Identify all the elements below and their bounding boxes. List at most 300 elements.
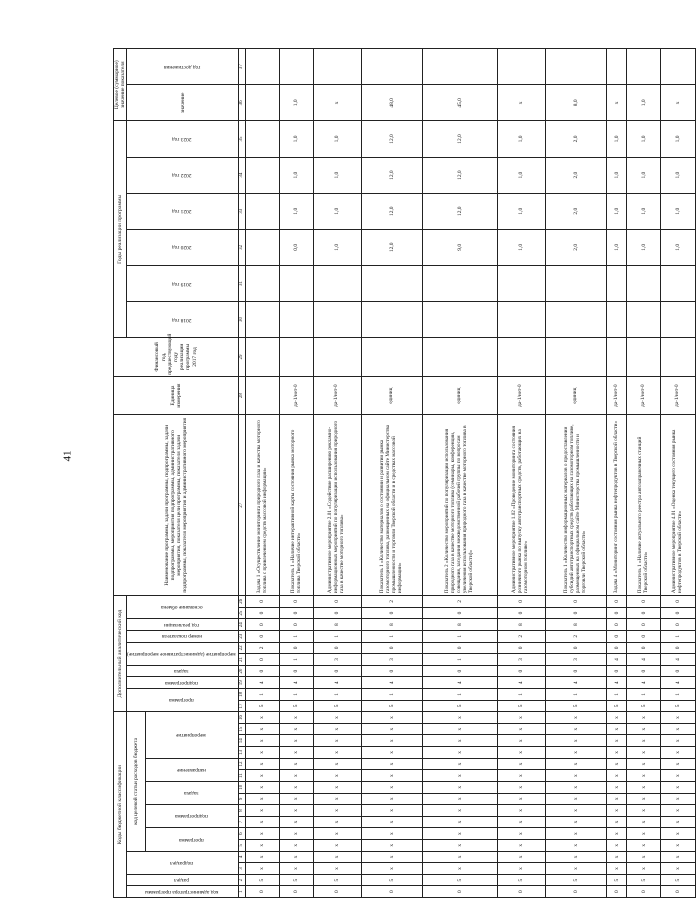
code-cell: 1 <box>314 689 362 701</box>
year-value-cell: 0,0 <box>280 229 314 265</box>
code-cell: x <box>497 770 545 782</box>
target-value-header: Целевое (суммарное) значение показателя <box>114 49 127 121</box>
code-cell: x <box>545 816 606 828</box>
aa-subprogram-header: подпрограмма <box>127 677 239 689</box>
year-2019-header: 2019 год <box>127 265 239 301</box>
aa-activity-header: мероприятие (административное мероприятие) <box>127 642 239 665</box>
year-value-cell: 12,0 <box>361 121 422 157</box>
year-value-cell: 12,0 <box>423 121 498 157</box>
indicator-name: Задача 4 «Мониторинг состояния рынка нефтепродуктов в Тверской области» <box>606 415 626 596</box>
code-cell: x <box>423 712 498 724</box>
target-value-cell: 1,0 <box>280 85 314 121</box>
code-cell: x <box>627 863 661 875</box>
code-cell: 0 <box>361 886 422 898</box>
code-cell: x <box>627 805 661 817</box>
code-cell: 5 <box>245 874 279 886</box>
code-cell: 5 <box>314 874 362 886</box>
year-value-cell <box>545 265 606 301</box>
aa-exchange-basis-header: основание обмена <box>127 596 239 619</box>
code-cell: x <box>314 805 362 817</box>
code-cell: 4 <box>627 654 661 666</box>
code-cell: 0 <box>245 619 279 631</box>
code-cell: x <box>280 747 314 759</box>
code-cell: 0 <box>545 886 606 898</box>
code-cell: x <box>661 828 695 840</box>
code-cell: x <box>423 723 498 735</box>
code-cell: 0 <box>627 630 661 642</box>
code-cell: x <box>280 793 314 805</box>
code-cell: 0 <box>545 596 606 608</box>
tg-activity-header: мероприятие <box>145 712 238 758</box>
tg-task-header: задача <box>145 781 238 804</box>
code-cell: 3 <box>497 654 545 666</box>
code-cell: x <box>280 828 314 840</box>
target-value-cell: 8,0 <box>545 85 606 121</box>
code-cell: 8 <box>361 619 422 631</box>
code-cell: 1 <box>661 630 695 642</box>
code-cell: x <box>361 723 422 735</box>
indicator-name: Показатель 1 «Наличие актуального реестра автозаправочных станций Тверской области» <box>627 415 661 596</box>
code-cell: x <box>545 723 606 735</box>
code-cell: 1 <box>627 689 661 701</box>
code-cell: x <box>545 863 606 875</box>
code-cell: x <box>423 863 498 875</box>
code-cell: 0 <box>545 607 606 619</box>
target-value-cell: x <box>661 85 695 121</box>
code-cell: 0 <box>661 642 695 654</box>
code-cell: x <box>314 851 362 863</box>
code-cell: 4 <box>545 677 606 689</box>
table-row <box>497 49 545 898</box>
code-cell: 8 <box>314 619 362 631</box>
column-number: 14 <box>239 735 246 747</box>
year-value-cell: 12,0 <box>423 193 498 229</box>
code-cell: 1 <box>423 654 498 666</box>
code-cell: x <box>314 747 362 759</box>
code-cell: x <box>606 816 626 828</box>
year-value-cell <box>245 121 279 157</box>
code-cell: 0 <box>423 665 498 677</box>
code-cell: 5 <box>361 700 422 712</box>
base-year-cell <box>661 338 695 377</box>
code-cell: x <box>361 747 422 759</box>
code-cell: 1 <box>606 689 626 701</box>
code-cell: 2 <box>545 630 606 642</box>
year-value-cell <box>423 265 498 301</box>
code-cell: x <box>361 758 422 770</box>
code-cell: x <box>423 839 498 851</box>
code-cell: x <box>627 793 661 805</box>
column-number: 30 <box>239 301 246 337</box>
unit-cell: да-1/нет-0 <box>627 376 661 415</box>
code-cell: 1 <box>280 689 314 701</box>
column-number: 34 <box>239 157 246 193</box>
column-number: 31 <box>239 265 246 301</box>
column-number: 5 <box>239 839 246 851</box>
code-cell: x <box>661 747 695 759</box>
code-cell: 5 <box>423 874 498 886</box>
code-cell: 0 <box>497 642 545 654</box>
year-value-cell <box>497 301 545 337</box>
unit-cell: да-1/нет-0 <box>606 376 626 415</box>
year-value-cell: 2,0 <box>545 121 606 157</box>
code-cell: x <box>361 839 422 851</box>
code-cell: 0 <box>661 596 695 608</box>
year-value-cell: 1,0 <box>606 121 626 157</box>
code-cell: x <box>423 805 498 817</box>
year-value-cell <box>497 265 545 301</box>
column-number: 11 <box>239 770 246 782</box>
code-cell: 0 <box>314 596 362 608</box>
code-cell: x <box>280 770 314 782</box>
base-year-cell <box>606 338 626 377</box>
code-cell: 0 <box>423 642 498 654</box>
year-value-cell <box>245 157 279 193</box>
unit-column-header: Единица измерения <box>114 376 239 415</box>
year-value-cell <box>280 301 314 337</box>
code-cell: 5 <box>245 700 279 712</box>
admin-code-header: код администратора программы <box>127 886 239 898</box>
code-cell: 2 <box>423 596 498 608</box>
code-cell: x <box>361 851 422 863</box>
code-cell: 4 <box>627 677 661 689</box>
code-cell: 0 <box>280 665 314 677</box>
code-cell: x <box>280 712 314 724</box>
code-cell: 1 <box>423 689 498 701</box>
indicator-name: Показатель 1 «Количество материалов о состоянии и развитии рынка газомоторного топлива, размещенных на официальном сайте Министерства промышленности и торговли Тверской области и в средствах массовой информации» <box>361 415 422 596</box>
code-cell: 0 <box>661 607 695 619</box>
code-cell: 2 <box>497 630 545 642</box>
code-cell: x <box>661 851 695 863</box>
code-cell: 0 <box>280 619 314 631</box>
year-value-cell <box>661 265 695 301</box>
year-value-cell <box>245 193 279 229</box>
code-cell: 0 <box>361 607 422 619</box>
indicator-name: Показатель 2 «Количество мероприятий по популяризации использования природного газа в качестве моторного топлива (семинары, конференции, совещания, заседания межведомственной рабочей группы по вопросам увеличения использования природного газа в качестве моторного топлива в Тверской области)» <box>423 415 498 596</box>
code-cell: x <box>423 781 498 793</box>
year-value-cell: 1,0 <box>627 121 661 157</box>
code-cell: x <box>245 758 279 770</box>
year-value-cell <box>245 265 279 301</box>
target-value-cell: x <box>606 85 626 121</box>
target-year-subheader: год достижения <box>127 49 239 85</box>
code-cell: x <box>280 735 314 747</box>
year-value-cell: 1,0 <box>280 157 314 193</box>
rotated-table-area <box>113 48 683 898</box>
code-cell: x <box>314 863 362 875</box>
additional-analytic-header: Дополнительный аналитический код <box>114 596 127 712</box>
code-cell: x <box>627 735 661 747</box>
code-cell: x <box>545 839 606 851</box>
code-cell: 4 <box>606 677 626 689</box>
code-cell: x <box>361 781 422 793</box>
code-cell: 0 <box>627 619 661 631</box>
column-number: 28 <box>239 376 246 415</box>
code-cell: 0 <box>280 642 314 654</box>
tg-subprogram-header: подпрограмма <box>145 805 238 828</box>
year-2018-header: 2018 год <box>127 301 239 337</box>
code-cell: x <box>627 723 661 735</box>
code-cell: 4 <box>280 677 314 689</box>
section-header: раздел <box>127 874 239 886</box>
code-cell: 0 <box>314 607 362 619</box>
year-value-cell: 2,0 <box>545 193 606 229</box>
code-cell: 0 <box>661 619 695 631</box>
target-year-cell <box>497 49 545 85</box>
code-cell: 5 <box>314 700 362 712</box>
column-number: 8 <box>239 805 246 817</box>
code-cell: x <box>361 735 422 747</box>
code-cell: x <box>497 828 545 840</box>
year-value-cell: 1,0 <box>280 121 314 157</box>
code-cell: x <box>314 758 362 770</box>
code-cell: x <box>606 770 626 782</box>
code-cell: 1 <box>245 689 279 701</box>
year-value-cell <box>606 265 626 301</box>
base-year-cell <box>497 338 545 377</box>
aa-indicator-number-header: номер показателя <box>127 630 239 642</box>
code-cell: 0 <box>497 886 545 898</box>
code-cell: x <box>245 723 279 735</box>
code-cell: 0 <box>606 607 626 619</box>
year-value-cell <box>314 301 362 337</box>
code-cell: x <box>280 781 314 793</box>
code-cell: x <box>661 839 695 851</box>
code-cell: x <box>280 816 314 828</box>
year-value-cell: 1,0 <box>627 157 661 193</box>
column-number-row <box>239 49 246 898</box>
code-cell: x <box>627 828 661 840</box>
code-cell: 0 <box>280 607 314 619</box>
base-year-cell <box>627 338 661 377</box>
target-year-cell <box>627 49 661 85</box>
code-cell: 3 <box>361 654 422 666</box>
code-cell: 5 <box>545 874 606 886</box>
code-cell: x <box>545 781 606 793</box>
table-row <box>606 49 626 898</box>
code-cell: x <box>627 851 661 863</box>
year-value-cell: 12,0 <box>361 193 422 229</box>
base-year-cell <box>280 338 314 377</box>
tg-program-header: программа <box>145 828 238 851</box>
code-cell: x <box>627 816 661 828</box>
target-year-cell <box>314 49 362 85</box>
column-number: 20 <box>239 665 246 677</box>
code-cell: x <box>280 839 314 851</box>
code-cell: x <box>627 770 661 782</box>
code-cell: x <box>606 863 626 875</box>
code-cell: x <box>423 758 498 770</box>
code-cell: x <box>314 828 362 840</box>
code-cell: x <box>245 712 279 724</box>
code-cell: 0 <box>245 607 279 619</box>
column-number: 35 <box>239 121 246 157</box>
column-number: 18 <box>239 689 246 701</box>
year-value-cell: 12,0 <box>361 229 422 265</box>
code-cell: x <box>280 851 314 863</box>
code-cell: x <box>280 863 314 875</box>
code-cell: 1 <box>423 630 498 642</box>
year-2020-header: 2020 год <box>127 229 239 265</box>
column-number: 21 <box>239 654 246 666</box>
code-cell: 0 <box>497 596 545 608</box>
code-cell: x <box>497 863 545 875</box>
code-cell: x <box>361 828 422 840</box>
column-number: 10 <box>239 781 246 793</box>
code-cell: 4 <box>606 654 626 666</box>
year-value-cell: 1,0 <box>497 157 545 193</box>
base-year-cell <box>361 338 422 377</box>
code-cell: 0 <box>606 665 626 677</box>
column-number: 9 <box>239 793 246 805</box>
code-cell: 5 <box>606 700 626 712</box>
base-year-cell <box>314 338 362 377</box>
column-number: 6 <box>239 828 246 840</box>
code-cell: 5 <box>545 700 606 712</box>
year-value-cell: 1,0 <box>627 193 661 229</box>
unit-cell: да-1/нет-0 <box>661 376 695 415</box>
code-cell: 0 <box>627 642 661 654</box>
code-cell: x <box>423 770 498 782</box>
code-cell: 0 <box>627 607 661 619</box>
year-value-cell: 1,0 <box>661 121 695 157</box>
code-cell: x <box>361 805 422 817</box>
year-value-cell: 1,0 <box>606 229 626 265</box>
code-cell: x <box>606 781 626 793</box>
year-value-cell: 1,0 <box>497 229 545 265</box>
code-cell: 0 <box>497 607 545 619</box>
year-value-cell <box>361 301 422 337</box>
code-cell: x <box>280 758 314 770</box>
tg-direction-header: направление <box>145 758 238 781</box>
code-cell: 5 <box>361 874 422 886</box>
year-value-cell: 1,0 <box>314 157 362 193</box>
table-row <box>423 49 498 898</box>
year-value-cell <box>627 301 661 337</box>
code-cell: x <box>497 805 545 817</box>
subsection-header: подраздел <box>127 851 239 874</box>
code-cell: x <box>280 805 314 817</box>
year-value-cell <box>545 301 606 337</box>
code-cell: x <box>497 839 545 851</box>
year-value-cell: 12,0 <box>423 157 498 193</box>
code-cell: x <box>423 793 498 805</box>
code-cell: 0 <box>423 886 498 898</box>
code-cell: x <box>497 747 545 759</box>
table-row <box>545 49 606 898</box>
indicator-name: Показатель 1 «Количество информационных материалов о предоставлении субсидий автотранспортных средств работающих на газомоторном топливе, размещенных на официальном сайте Министерства промышленности и торговли Тверской области» <box>545 415 606 596</box>
table-row <box>280 49 314 898</box>
aa-year-header: год реализации <box>127 619 239 631</box>
code-cell: 8 <box>423 619 498 631</box>
code-cell: x <box>606 723 626 735</box>
code-cell: x <box>245 805 279 817</box>
year-value-cell: 1,0 <box>606 157 626 193</box>
target-group-header: код целевой статьи расходов бюджета <box>127 712 146 851</box>
year-value-cell: 1,0 <box>661 229 695 265</box>
code-cell: x <box>361 863 422 875</box>
code-cell: x <box>606 851 626 863</box>
target-value-cell: 45,0 <box>423 85 498 121</box>
code-cell: 8 <box>497 619 545 631</box>
code-cell: 5 <box>497 700 545 712</box>
target-year-cell <box>661 49 695 85</box>
code-cell: x <box>606 828 626 840</box>
years-group-header: Годы реализации программы <box>114 121 127 338</box>
target-year-cell <box>361 49 422 85</box>
code-cell: 0 <box>314 665 362 677</box>
code-cell: 5 <box>606 874 626 886</box>
unit-cell: единиц <box>423 376 498 415</box>
column-number: 12 <box>239 758 246 770</box>
column-number: 24 <box>239 619 246 631</box>
code-cell: 0 <box>627 886 661 898</box>
code-cell: 4 <box>497 677 545 689</box>
base-year-cell <box>423 338 498 377</box>
year-value-cell <box>314 265 362 301</box>
code-cell: x <box>314 770 362 782</box>
code-cell: 2 <box>245 642 279 654</box>
code-cell: 4 <box>361 677 422 689</box>
year-value-cell: 1,0 <box>314 229 362 265</box>
year-value-cell <box>661 301 695 337</box>
code-cell: 3 <box>314 654 362 666</box>
column-number: 7 <box>239 816 246 828</box>
code-cell: 4 <box>245 677 279 689</box>
base-year-cell <box>245 338 279 377</box>
column-number: 27 <box>239 415 246 596</box>
code-cell: x <box>545 828 606 840</box>
code-cell: 0 <box>245 630 279 642</box>
target-value-cell: 48,0 <box>361 85 422 121</box>
column-number: 32 <box>239 229 246 265</box>
year-value-cell <box>280 265 314 301</box>
code-cell: 3 <box>545 654 606 666</box>
code-cell: 1 <box>361 689 422 701</box>
code-cell: x <box>661 816 695 828</box>
code-cell: 0 <box>314 642 362 654</box>
code-cell: 0 <box>497 665 545 677</box>
code-cell: 0 <box>661 886 695 898</box>
year-value-cell <box>423 301 498 337</box>
year-value-cell: 1,0 <box>661 193 695 229</box>
unit-cell: единиц <box>545 376 606 415</box>
code-cell: 5 <box>497 874 545 886</box>
code-cell: x <box>314 816 362 828</box>
code-cell: 0 <box>606 596 626 608</box>
code-cell: x <box>497 816 545 828</box>
code-cell: 0 <box>245 654 279 666</box>
code-cell: x <box>545 770 606 782</box>
code-cell: 0 <box>245 596 279 608</box>
code-cell: x <box>661 712 695 724</box>
code-cell: 0 <box>627 596 661 608</box>
code-cell: x <box>361 712 422 724</box>
column-number: 17 <box>239 700 246 712</box>
target-year-cell <box>606 49 626 85</box>
code-cell: x <box>497 712 545 724</box>
code-cell: x <box>245 747 279 759</box>
code-cell: x <box>606 839 626 851</box>
code-cell: 0 <box>545 665 606 677</box>
code-cell: x <box>661 805 695 817</box>
code-cell: 0 <box>280 886 314 898</box>
code-cell: 0 <box>606 630 626 642</box>
indicator-name: Административное мероприятие 4.01 «Оценка текущего состояния рынка нефтепродуктов в Тверской области» <box>661 415 695 596</box>
code-cell: x <box>314 839 362 851</box>
code-cell: x <box>606 735 626 747</box>
target-value-subheader: значение <box>127 85 239 121</box>
